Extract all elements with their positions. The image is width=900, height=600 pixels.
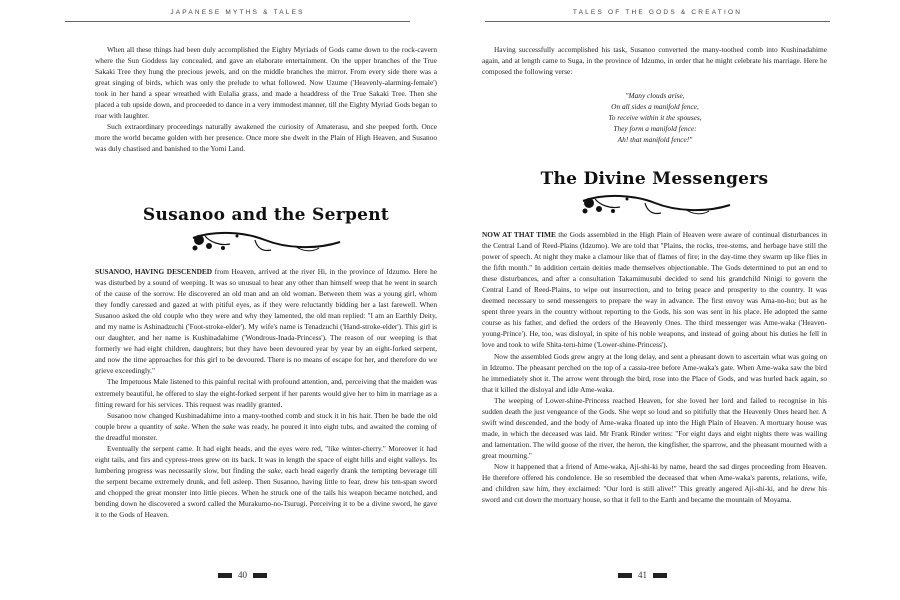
paragraph: Such extraordinary proceedings naturally awakened the curiosity of Amaterasu, and she peeped forth. Once more the world became golden with her presence. Once more she dwelt in the Plain of High Heaven, and Susanoo was duly chastised and banished to the Yomi Land. xyxy=(95,122,437,154)
text-run: , each head eagerly drank the tempting beverage till the serpent became extremely drunk, and fell asleep. Then Susanoo, having little to fear, drew his ten-span sword and chopped the great monster into little pieces. When he struck one of the tails his weapon became notched, and bending down he discovered a sword called the Murakumo-no-Tsurugi. Perceiving it to be a divine sword, he gave it to the Gods of Heaven. xyxy=(95,465,437,520)
poem-line: "Many clouds arise, xyxy=(625,91,685,100)
text-run: . When the xyxy=(187,421,223,431)
paragraph: Now it happened that a friend of Ame-waka, Aji-shi-ki by name, heard the sad dirges proceeding from Heaven. He therefore offered his condolence. He so resembled the deceased that when Ame-waka's parents, relations, wife, and children saw him, they exclaimed: "Our lord is still alive!" This greatly angered Aji-shi-ki, and he drew his sword and cut down the mortuary house, so that it fell to the Earth and became the mountain of Moyama. xyxy=(482,461,827,505)
chapter-title-susanoo: Susanoo and the Serpent xyxy=(142,205,390,225)
paragraph xyxy=(95,443,437,520)
italic-word: sake xyxy=(222,421,236,431)
left-text-block-bottom xyxy=(95,266,437,520)
text-run: was ready, he poured it into eight tubs, and awaited the coming of the dreadful monster. xyxy=(95,421,437,442)
text-run: Susanoo now changed Kushinadahime into a many-toothed comb and stuck it in his hair. Then he bade the old couple brew a quantity of xyxy=(95,410,437,431)
poem-line: On all sides a manifold fence, xyxy=(611,102,699,112)
page-number: 40 xyxy=(238,570,247,580)
lead-in: NOW AT THAT TIME xyxy=(482,230,556,239)
paragraph: The weeping of Lower-shine-Princess reached Heaven, for she loved her lord and failed to recognise in his sudden death the just vengeance of the Gods. She wept so loud and so pitifully that the Heavenly Ones heard her. A swift wind descended, and the body of Ame-waka floated up into the High Plain of Heaven. A mortuary house was made, in which the deceased was laid. Mr Frank Rinder writes: "For eight days and eight nights there was wailing and lamentation. The wild goose of the river, the heron, the kingfisher, the sparrow, and the pheasant mourned with a great mourning." xyxy=(482,395,827,460)
poem-line: Ah! that manifold fence!" xyxy=(617,135,693,145)
paragraph xyxy=(95,410,437,443)
running-head-left: JAPANESE MYTHS & TALES xyxy=(65,9,410,22)
right-text-block-top xyxy=(482,44,827,77)
ornament-flourish-icon xyxy=(575,191,735,219)
folio-ornament-icon xyxy=(653,573,667,578)
paragraph-text: the Gods assembled in the High Plain of Heaven were aware of continual disturbances in the Central Land of Reed-Plains (Idzumo). We are told that "Plains, the rocks, tree-stems, and herbage have still the power of speech. At night they make a clamour like that of flames of fire; in the day-time they swarm up like flies in the fifth month." In addition certain deities made themselves objectionable. The Gods determined to put an end to these disturbances, and after a consultation Takamimusubi decided to send his grandchild Ninigi to govern the Central Land of Reed-Plains, to wipe out insurrection, and to bring peace and prosperity to the country. It was deemed necessary to send messengers to prepare the way in advance. The first envoy was Ama-no-ho; but as he spent three years in the country without reporting to the Gods, his son was sent in his place. He adopted the same course as his father, and defied the orders of the Heavenly Ones. The third messenger was Ame-waka ('Heaven-young-Prince'). He, too, was disloyal, in spite of his noble weapons, and instead of going about his duties he fell in love and took to wife Shita-teru-hime ('Lower-shine-Princess'). xyxy=(482,230,827,350)
italic-word: sake xyxy=(267,465,281,475)
page-number: 41 xyxy=(638,570,647,580)
paragraph: Now the assembled Gods grew angry at the long delay, and sent a pheasant down to ascertain what was going on in Idzumo. The pheasant perched on the top of a cassia-tree before Ame-waka's gate. When Ame-waka saw the bird he immediately shot it. The arrow went through the bird, rose into the Place of Gods, and was hurled back again, so that it killed the disloyal and idle Ame-waka. xyxy=(482,351,827,394)
chapter-title-divine-messengers: The Divine Messengers xyxy=(540,169,769,189)
folio-ornament-icon xyxy=(618,573,632,578)
lead-in: SUSANOO, HAVING DESCENDED xyxy=(95,267,213,276)
folio-ornament-icon xyxy=(218,573,232,578)
paragraph: Having successfully accomplished his task, Susanoo converted the many-toothed comb into Kushinadahime again, and at length came to Suga, in the province of Idzumo, in order that he might celebrate his marriage. Here he composed the following verse: xyxy=(482,45,827,77)
paragraph-lead xyxy=(95,266,437,376)
running-head-right: TALES OF THE GODS & CREATION xyxy=(485,9,830,22)
page-number-right xyxy=(618,570,667,580)
ornament-flourish-icon xyxy=(185,228,345,256)
poem-verse xyxy=(570,90,740,145)
left-text-block-top xyxy=(95,44,437,154)
folio-ornament-icon xyxy=(253,573,267,578)
paragraph: The Impetuous Male listened to this painful recital with profound attention, and, perceiving that the maiden was extremely beautiful, he offered to slay the eight-forked serpent if her parents would give her to him in marriage as a fitting reward for his services. This request was readily granted. xyxy=(95,377,437,409)
italic-word: sake xyxy=(174,421,188,431)
paragraph-text: from Heaven, arrived at the river Hi, in the province of Idzumo. Here he was disturbed by a sound of weeping. It was so unusual to hear any other than himself weep that he went in search of the cause of the sorrow. He discovered an old man and an old woman. Between them was a young girl, whom they fondly caressed and gazed at with pitiful eyes, as if they were reluctantly bidding her a last farewell. When Susanoo asked the old couple who they were and why they lamented, the old man replied: "I am an Earthly Deity, and my name is Ashinadzuchi ('Foot-stroke-elder'). My wife's name is Tenadzuchi ('Hand-stroke-elder'). This girl is our daughter, and her name is Kushinadahime ('Wondrous-Inada-Princess'). The reason of our weeping is that formerly we had eight children, daughters; but they have been devoured year by year by an eight-forked serpent, and now the time approaches for this girl to be devoured. There is no means of escape for her, and therefore do we grieve exceedingly." xyxy=(95,267,437,376)
page-number-left xyxy=(218,570,267,580)
text-run: Eventually the serpent came. It had eight heads, and the eyes were red, "like winter-cherry." Moreover it had eight tails, and firs and cypress-trees grew on its back. It was in length the space of eight hills and eight valleys. Its lumbering progress was necessarily slow, but finding the xyxy=(95,443,437,475)
right-page xyxy=(450,0,900,600)
poem-line: They form a manifold fence: xyxy=(613,124,697,134)
right-text-block-bottom xyxy=(482,229,827,505)
paragraph: When all these things had been duly accomplished the Eighty Myriads of Gods came down to the rock-cavern where the Sun Goddess lay concealed, and gave an elaborate entertainment. On the upper branches of the True Sakaki Tree they hung the precious jewels, and on the middle branches the mirror. From every side there was a great singing of birds, which was only the prelude to what followed. Now Uzume ('Heavenly-alarming-female') took in her hand a spear wreathed with Eulalia grass, and made a headdress of the True Sakaki Tree. Then she placed a tub upside down, and proceeded to dance in a very immodest manner, till the Eighty Myriad Gods began to roar with laughter. xyxy=(95,45,437,121)
paragraph-lead xyxy=(482,229,827,351)
poem-line: To receive within it the spouses, xyxy=(608,113,702,123)
